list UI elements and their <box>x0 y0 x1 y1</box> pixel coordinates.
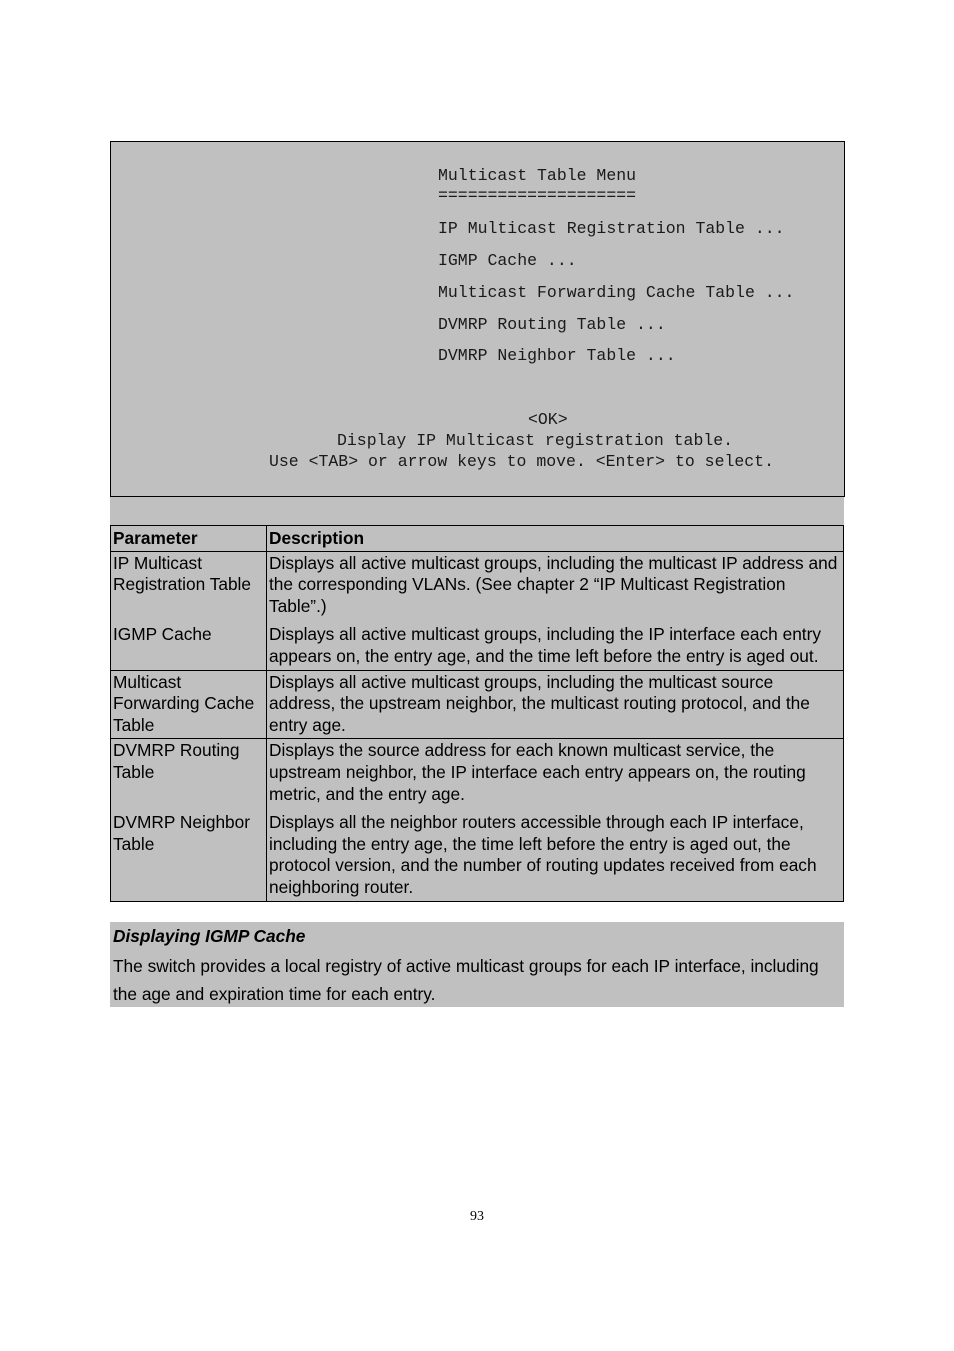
navigation-hint: Use <TAB> or arrow keys to move. <Enter> to select. <box>269 452 774 471</box>
spacer-band <box>110 497 844 525</box>
parameter-cell: DVMRP Neighbor Table <box>111 807 267 901</box>
description-cell: Displays the source address for each known multicast service, the upstream neighbor, the IP interface each entry appears on, the routing metric, and the entry age. <box>267 739 844 807</box>
parameter-cell: DVMRP Routing Table <box>111 739 267 807</box>
table-row <box>111 739 844 807</box>
table-row <box>111 807 844 901</box>
description-cell: Displays all active multicast groups, including the IP interface each entry appears on, the entry age, and the time left before the entry is aged out. <box>267 619 844 670</box>
parameter-cell: IP Multicast Registration Table <box>111 551 267 619</box>
parameter-cell: Multicast Forwarding Cache Table <box>111 670 267 739</box>
terminal-screen <box>110 141 845 497</box>
help-line: Display IP Multicast registration table. <box>337 431 734 450</box>
table-row <box>111 619 844 670</box>
menu-item-igmp-cache[interactable]: IGMP Cache ... <box>438 251 577 270</box>
description-cell: Displays all active multicast groups, including the multicast source address, the upstream neighbor, the multicast routing protocol, and the entry age. <box>267 670 844 739</box>
menu-item-multicast-forwarding-cache[interactable]: Multicast Forwarding Cache Table ... <box>438 283 795 302</box>
igmp-cache-section <box>110 922 844 1007</box>
table-header-row <box>111 526 844 552</box>
description-cell: Displays all the neighbor routers accessible through each IP interface, including the entry age, the time left before the entry is aged out, the protocol version, and the number of routing updates received from each neighboring router. <box>267 807 844 901</box>
menu-item-dvmrp-neighbor[interactable]: DVMRP Neighbor Table ... <box>438 346 676 365</box>
description-cell: Displays all active multicast groups, including the multicast IP address and the corresponding VLANs. (See chapter 2 “IP Multicast Registration Table”.) <box>267 551 844 619</box>
menu-title: Multicast Table Menu <box>438 166 637 185</box>
menu-title-underline: ==================== <box>438 186 637 205</box>
parameter-table <box>110 525 844 902</box>
ok-button[interactable]: <OK> <box>528 410 568 429</box>
section-paragraph: The switch provides a local registry of active multicast groups for each IP interface, including the age and expiration time for each entry. <box>113 956 819 1004</box>
parameter-cell: IGMP Cache <box>111 619 267 670</box>
page-number: 93 <box>470 1209 484 1224</box>
column-header-parameter: Parameter <box>111 526 267 552</box>
section-heading: Displaying IGMP Cache <box>113 926 306 946</box>
table-row <box>111 670 844 739</box>
table-row <box>111 551 844 619</box>
menu-item-dvmrp-routing[interactable]: DVMRP Routing Table ... <box>438 315 666 334</box>
menu-item-ip-multicast-registration[interactable]: IP Multicast Registration Table ... <box>438 219 785 238</box>
column-header-description: Description <box>267 526 844 552</box>
